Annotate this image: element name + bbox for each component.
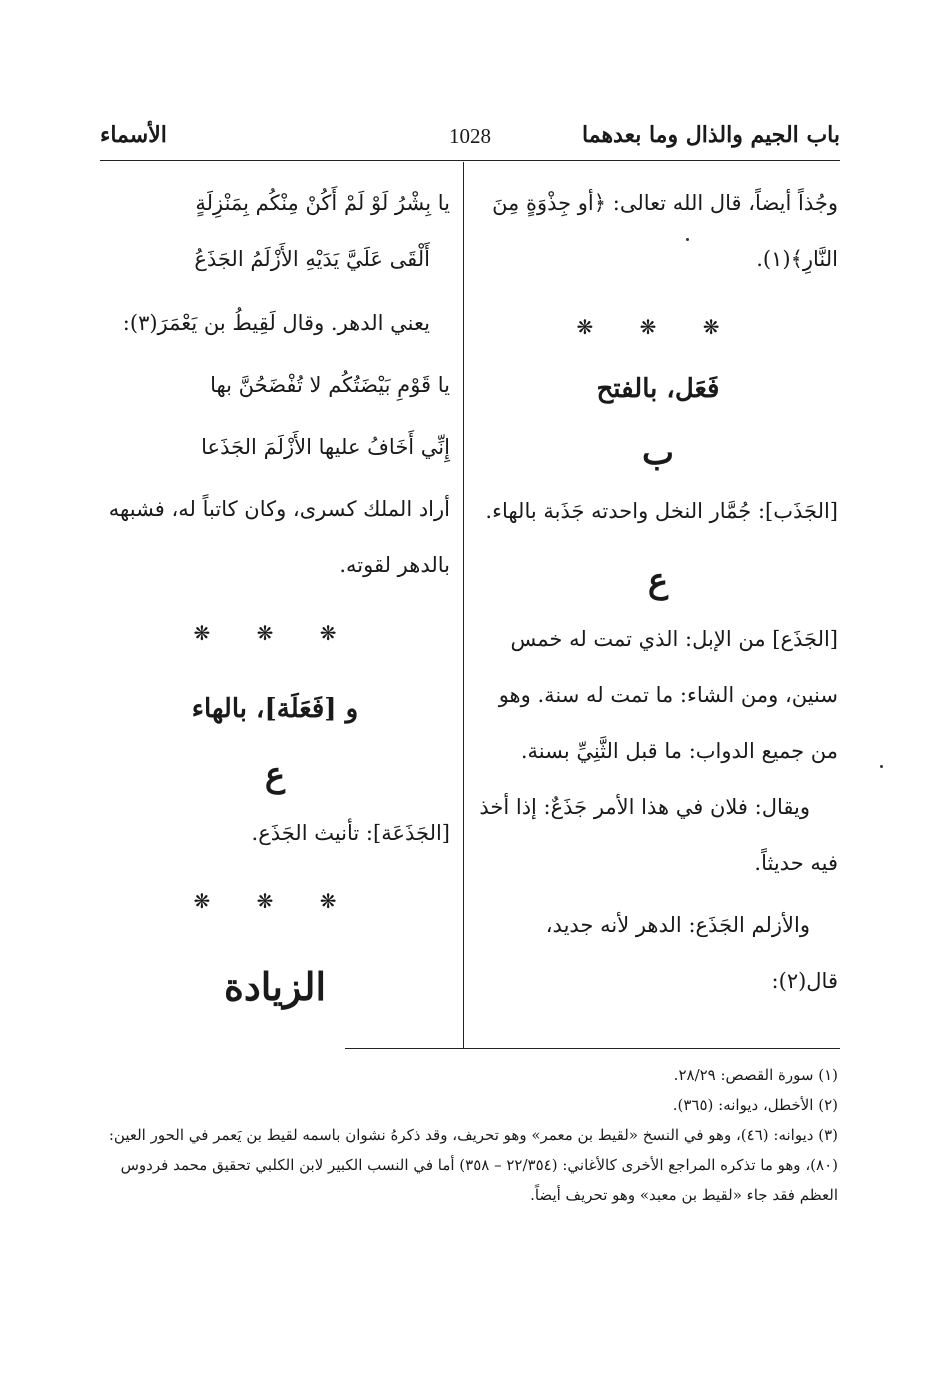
- entry-azlam: والأزلم الجَذَع: الدهر لأنه جديد، قال(٢):: [545, 913, 838, 993]
- letter-heading-ain: ع: [647, 561, 669, 601]
- footnote-2: (٢) الأخطل، ديوانه: (٣٦٥).: [672, 1096, 838, 1114]
- letter-heading-ba: ب: [641, 433, 674, 473]
- section-separator: ❋ ❋ ❋: [193, 889, 357, 913]
- scan-speck: [686, 238, 689, 241]
- entry-jadha-usage: ويقال: فلان في هذا الأمر جَذَعٌ: إذا أخذ فيه حديثاً.: [479, 795, 838, 875]
- footnote-rule: [345, 1048, 840, 1049]
- verse-explanation: أراد الملك كسرى، وكان كاتباً له، فشبهه بالدهر لقوته.: [108, 497, 450, 577]
- section-title: الأسماء: [100, 122, 167, 148]
- section-separator: ❋ ❋ ❋: [576, 315, 740, 339]
- column-divider: [463, 162, 464, 1048]
- section-heading-faal: فَعَل، بالفتح: [596, 374, 720, 404]
- page-number: 1028: [449, 124, 491, 148]
- right-column: [478, 175, 838, 1009]
- letter-heading-ain: ع: [264, 755, 286, 795]
- section-heading-faala: و [فَعَلَة]، بالهاء: [191, 694, 359, 724]
- entry-jadhab: [الجَذَب]: جُمَّار النخل واحدته جَذَبة بالهاء.: [485, 499, 838, 523]
- footnote-1: (١) سورة القصص: ٢٨/٢٩.: [673, 1066, 838, 1084]
- quote-introduction: يعني الدهر. وقال لَقِيطُ بن يَعْمَرَ(٣):: [122, 311, 430, 335]
- verse-2-second-hemistich: إِنِّي أَخَافُ عليها الأَزْلَمَ الجَذَعا: [201, 435, 450, 459]
- left-column: [100, 175, 450, 1015]
- entry-jadhaa: [الجَذَعَة]: تأنيث الجَذَع.: [251, 821, 450, 845]
- scan-speck: [880, 765, 883, 768]
- section-separator: ❋ ❋ ❋: [193, 621, 357, 645]
- footnotes: [100, 1060, 838, 1210]
- verse-1-first-hemistich: يا بِشْرُ لَوْ لَمْ أَكُنْ مِنْكُم بِمَنْزِلَةٍ: [195, 191, 450, 215]
- chapter-heading-ziyada: الزيادة: [223, 964, 327, 1009]
- paragraph-judha: وجُذاً أيضاً، قال الله تعالى: ﴿أو جِذْوَةٍ مِنَ النَّارِ﴾(١).: [492, 191, 838, 271]
- verse-2-first-hemistich: يا قَوْمِ بَيْضَتُكُم لا تُفْضَحُنَّ بها: [210, 373, 450, 397]
- footnote-3: (٣) ديوانه: (٤٦)، وهو في النسخ «لقيط بن معمر» وهو تحريف، وقد ذكرهُ نشوان باسمه لقيط بن يَعمر في الحور العين: (٨٠)، وهو ما تذكره المراجع الأخرى كالأغاني: (٢٢/٣٥٤ – ٣٥٨) أما في النسب الكبير لابن الكلبي تحقيق محمد فردوس العظم فقد جاء «لقيط بن معبد» وهو تحريف أيضاً.: [108, 1126, 838, 1204]
- running-header: [100, 118, 840, 158]
- entry-jadha: [الجَذَع] من الإبل: الذي تمت له خمس سنين، ومن الشاء: ما تمت له سنة. وهو من جميع الدواب: ما قبل الثَّنِيِّ بسنة.: [498, 627, 838, 763]
- verse-1-second-hemistich: أَلْقَى عَلَيَّ يَدَيْهِ الأَزْلَمُ الجَذَعُ: [194, 247, 430, 271]
- chapter-title: باب الجيم والذال وما بعدهما: [582, 122, 840, 148]
- header-rule: [100, 160, 840, 161]
